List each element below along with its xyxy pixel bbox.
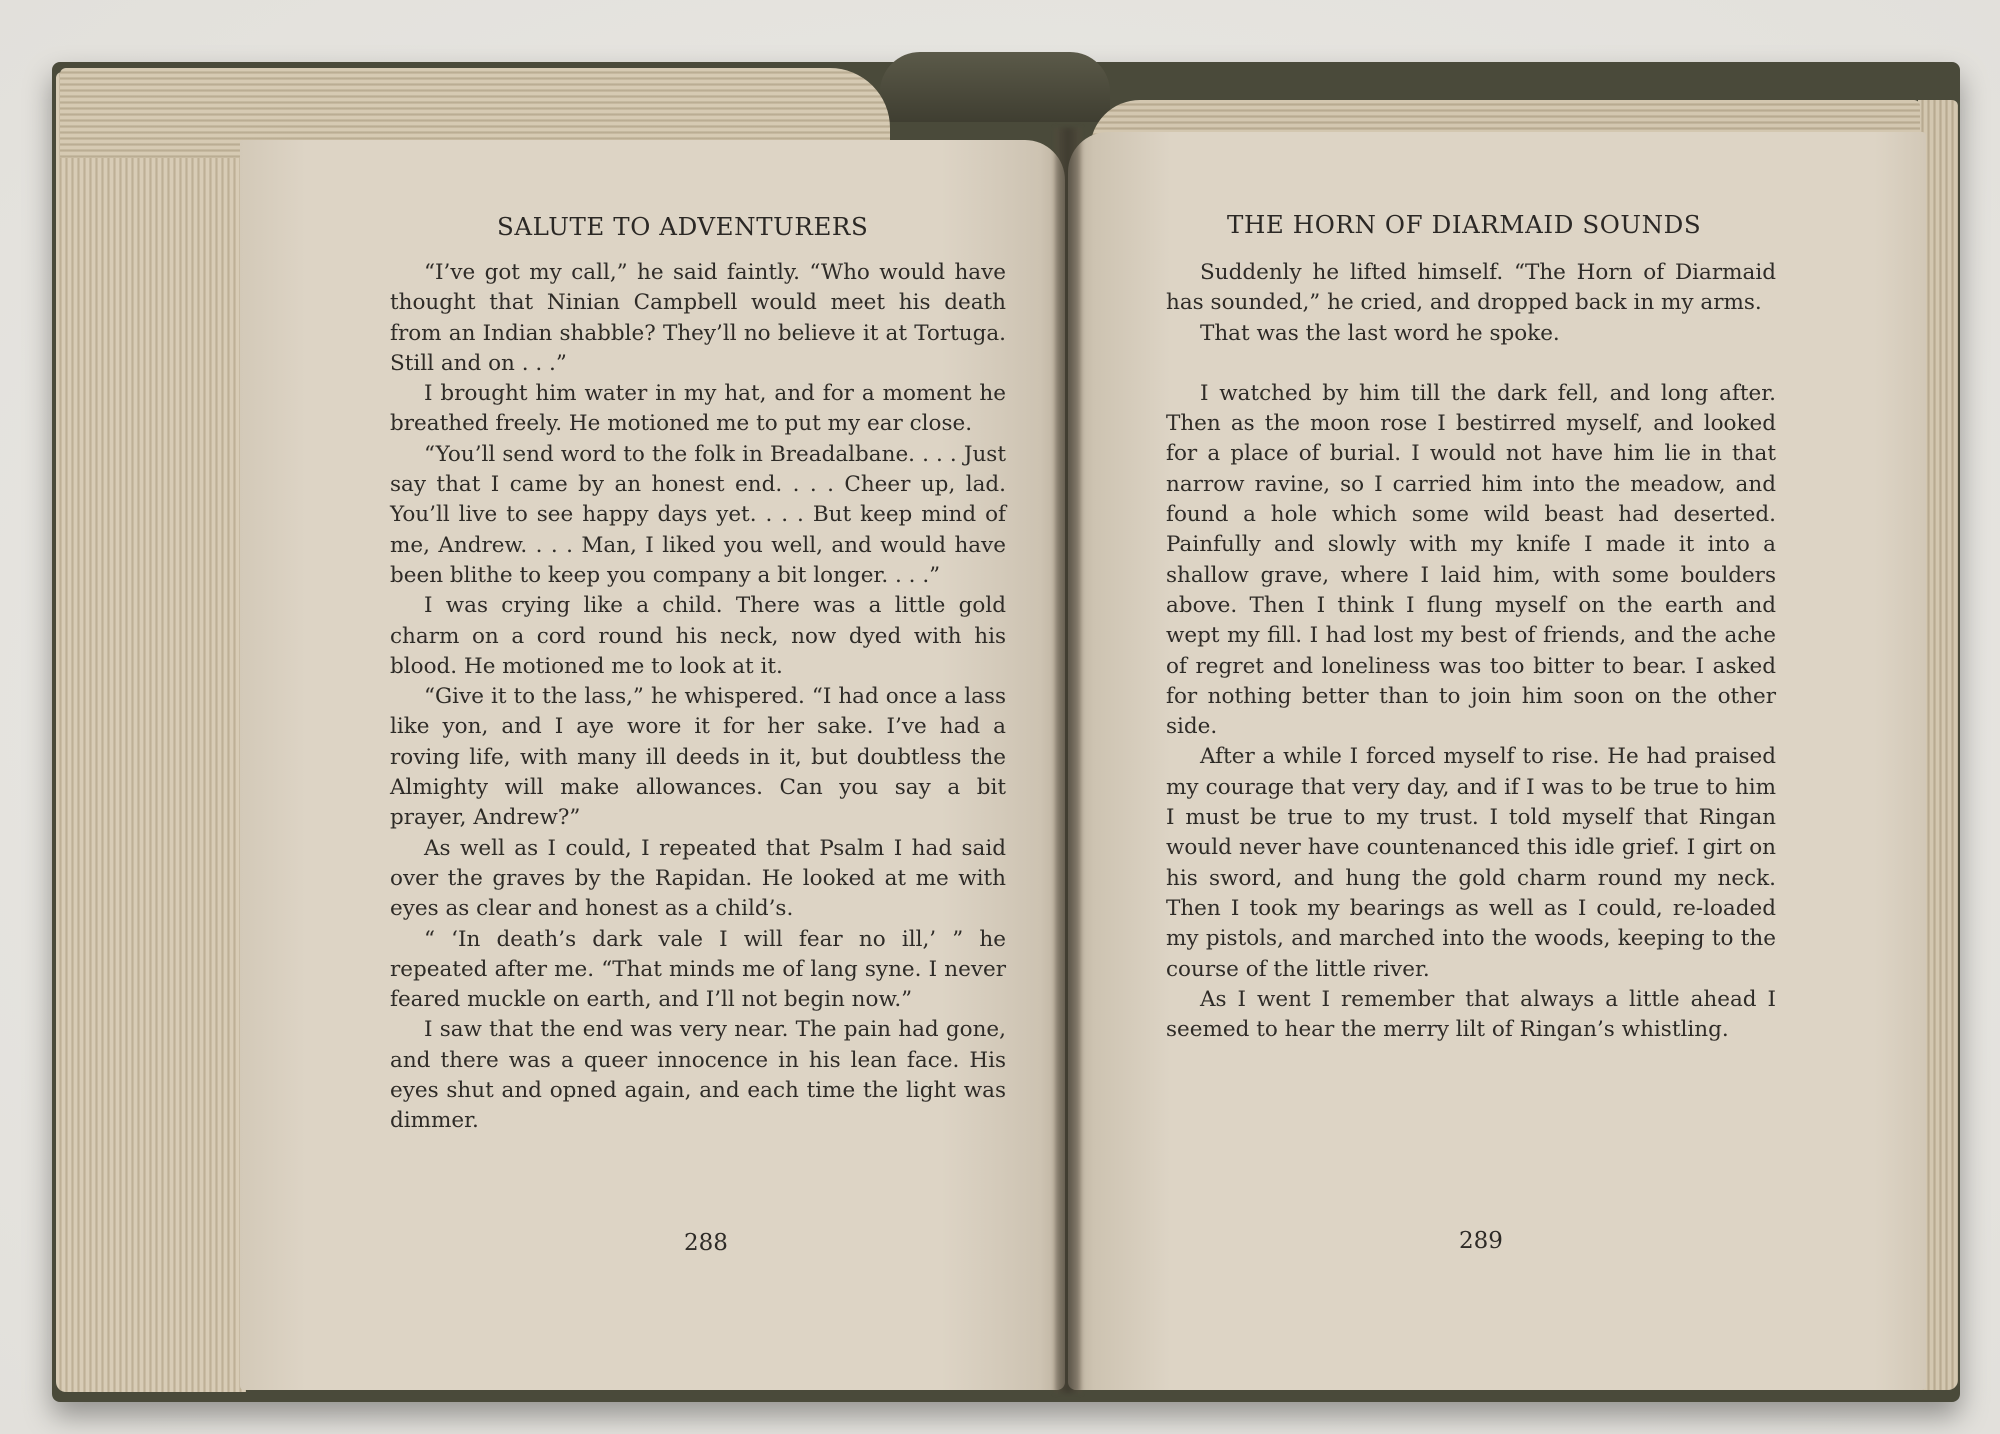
right-page-number: 289 [1459, 1228, 1503, 1254]
right-text-block [1166, 258, 1776, 1045]
right-paragraph: After a while I forced myself to rise. He had praised my courage that very day, and if I was to be true to him I must be true to my trust. I told myself that Ringan would never have countenanced this idle grief. I girt on his sword, and hung the gold charm round my neck. Then I took my bearings as well as I could, re-loaded my pistols, and marched into the woods, keeping to the course of the little river. [1166, 744, 1776, 982]
left-paragraph: “ ‘In death’s dark vale I will fear no ill,’ ” he repeated after me. “That minds me of lang syne. I never feared muckle on earth, and I’ll not begin now.” [390, 926, 1006, 1013]
left-paragraph: As well as I could, I repeated that Psalm I had said over the graves by the Rapidan. He looked at me with eyes as clear and honest as a child’s. [390, 835, 1006, 922]
left-running-head: SALUTE TO ADVENTURERS [497, 212, 869, 241]
book-gutter [1055, 128, 1081, 1393]
page-edges-left [56, 72, 246, 1392]
right-paragraph: I watched by him till the dark fell, and long after. Then as the moon rose I bestirred myself, and looked for a place of burial. I would not have him lie in that narrow ravine, so I carried him into the meadow, and found a hole which some wild beast had deserted. Painfully and slowly with my knife I made it into a shallow grave, where I laid him, with some boulders above. Then I think I flung myself on the earth and wept my fill. I had lost my best of friends, and the ache of regret and loneliness was too bitter to bear. I asked for nothing better than to join him soon on the other side. [1166, 380, 1776, 740]
left-text-block [390, 258, 1006, 1137]
left-paragraph: I was crying like a child. There was a little gold charm on a cord round his neck, now dyed with his blood. He motioned me to look at it. [390, 593, 1006, 679]
left-paragraph: I saw that the end was very near. The pain had gone, and there was a queer innocence in his lean face. His eyes shut and opned again, and each time the light was dimmer. [390, 1017, 1006, 1134]
left-paragraph: “Give it to the lass,” he whispered. “I had once a lass like yon, and I aye wore it for her sake. I’ve had a roving life, with many ill deeds in it, but doubtless the Almighty will make allowances. Can you say a bit prayer, Andrew?” [390, 684, 1006, 831]
book-spine [880, 52, 1110, 122]
left-page-number: 288 [684, 1230, 728, 1256]
left-paragraph: “You’ll send word to the folk in Breadalbane. . . . Just say that I came by an honest end. . . . Cheer up, lad. You’ll live to see happy days yet. . . . But keep mind of me, Andrew. . . . Man, I liked you well, and would have been blithe to keep you company a bit longer. . . .” [390, 441, 1006, 588]
left-paragraph: “I’ve got my call,” he said faintly. “Who would have thought that Ninian Campbell would meet his death from an Indian shabble? They’ll no believe it at Tortuga. Still and on . . .” [390, 260, 1006, 376]
right-paragraph: As I went I remember that always a little ahead I seemed to hear the merry lilt of Ringan’s whistling. [1166, 986, 1776, 1043]
right-paragraph: That was the last word he spoke. [1200, 320, 1560, 346]
right-paragraph: Suddenly he lifted himself. “The Horn of Diarmaid has sounded,” he cried, and dropped back in my arms. [1166, 260, 1776, 316]
right-running-head: THE HORN OF DIARMAID SOUNDS [1227, 210, 1702, 239]
left-paragraph: I brought him water in my hat, and for a moment he breathed freely. He motioned me to put my ear close. [390, 381, 1006, 437]
